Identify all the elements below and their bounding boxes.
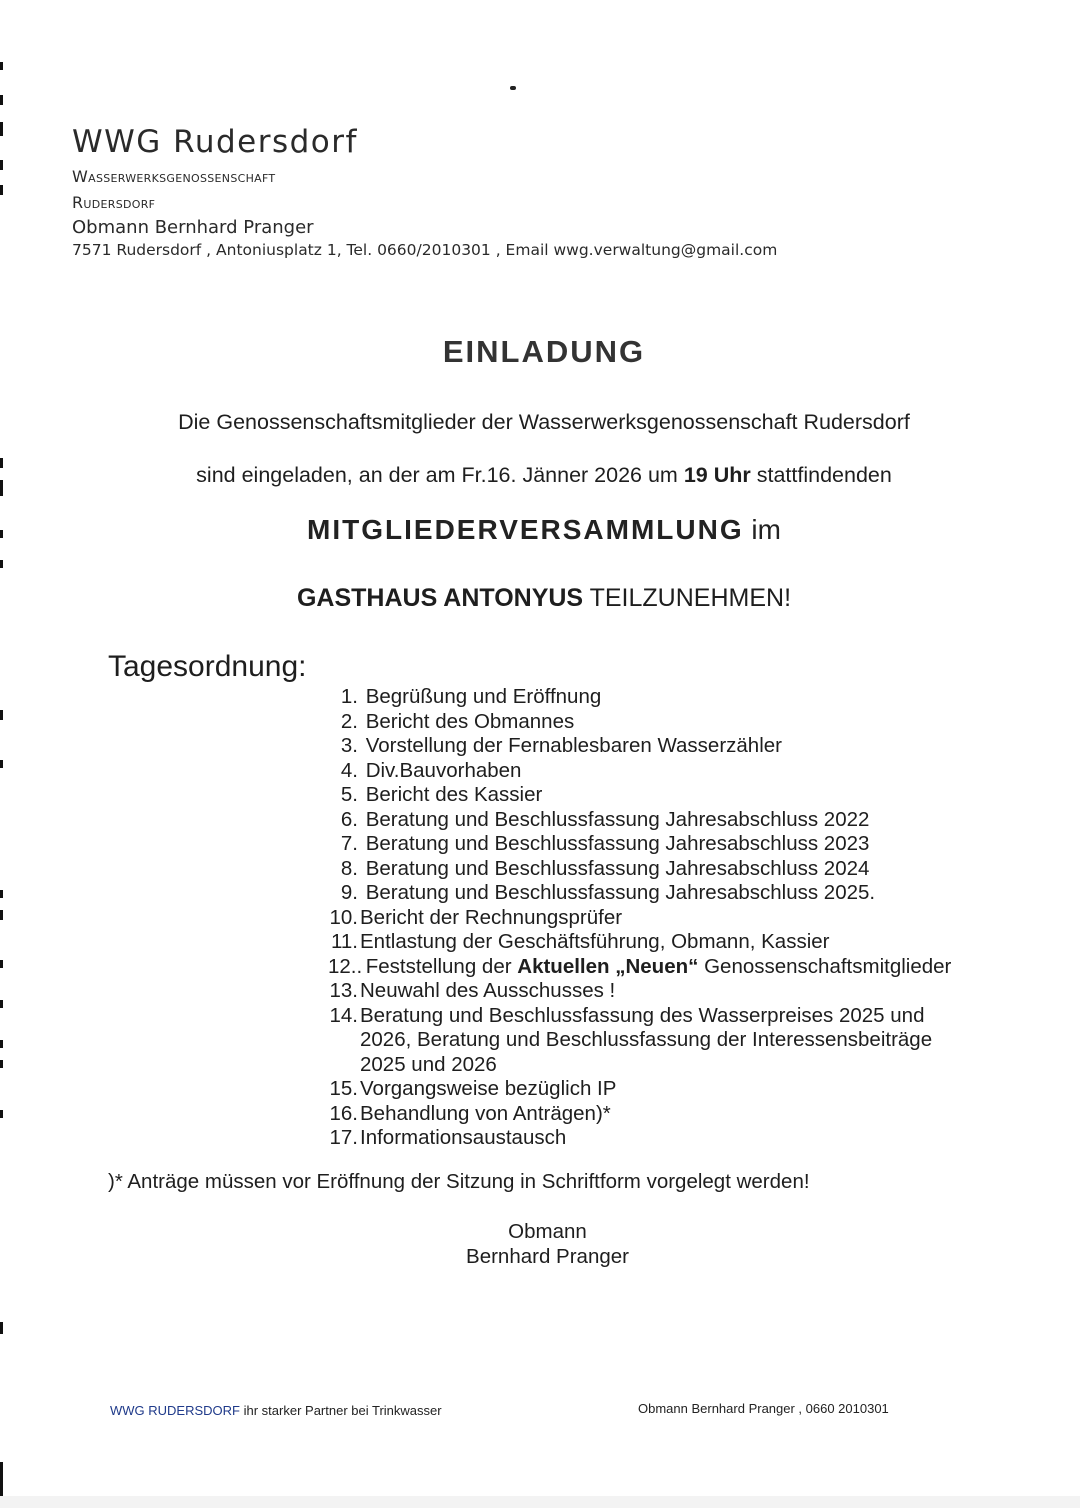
intro-date-text: sind eingeladen, an der am Fr.16. Jänner 2026 um — [196, 463, 678, 487]
footnote: )* Anträge müssen vor Eröffnung der Sitzung in Schriftform vorgelegt werden! — [108, 1170, 810, 1193]
contact-line: 7571 Rudersdorf , Antoniusplatz 1, Tel. 0660/2010301 , Email wwg.verwaltung@gmail.com — [72, 241, 778, 259]
organization-place: Rudersdorf — [72, 193, 156, 212]
list-item: 9. Beratung und Beschlussfassung Jahresabschluss 2025. — [340, 881, 876, 904]
list-item: 2. Bericht des Obmannes — [340, 709, 575, 733]
list-item: 12.. Feststellung der Aktuellen „Neuen“ Genossenschaftsmitglieder — [328, 954, 952, 978]
footer-right: Obmann Bernhard Pranger , 0660 2010301 — [638, 1401, 889, 1416]
list-item: 15. Vorgangsweise bezüglich IP — [329, 1077, 617, 1100]
chairman-line: Obmann Bernhard Pranger — [72, 217, 314, 238]
agenda-list — [328, 685, 1008, 1151]
page-bottom-edge — [0, 1496, 1080, 1508]
venue-name: GASTHAUS ANTONYUS — [296, 584, 584, 612]
signature-role: Obmann — [508, 1220, 587, 1243]
list-item: 5. Bericht des Kassier — [340, 783, 543, 806]
page-title: EINLADUNG — [442, 334, 646, 369]
venue-line — [0, 584, 1080, 613]
organization-full-name: Wasserwerksgenossenschaft — [72, 167, 276, 186]
assembly-line — [0, 514, 1080, 546]
list-item: 10. Bericht der Rechnungsprüfer — [329, 905, 623, 929]
list-item: 4. Div.Bauvorhaben — [340, 758, 522, 782]
list-item: 6. Beratung und Beschlussfassung Jahresabschluss 2022 — [340, 807, 870, 831]
list-item: 7. Beratung und Beschlussfassung Jahresabschluss 2023 — [340, 832, 870, 855]
list-item: 3. Vorstellung der Fernablesbaren Wasserzähler — [340, 734, 782, 757]
list-item: 17. Informationsaustausch — [329, 1126, 567, 1149]
intro-line-2 — [0, 463, 1080, 488]
list-item: 8. Beratung und Beschlussfassung Jahresabschluss 2024 — [340, 856, 870, 880]
agenda-title: Tagesordnung: — [108, 650, 307, 683]
list-item: 16. Behandlung von Anträgen)* — [329, 1101, 611, 1125]
list-item: 14. Beratung und Beschlussfassung des Wasserpreises 2025 und 2026, Beratung und Beschlussfassung der Interessensbeiträge 2025 und 2026 — [329, 1003, 933, 1076]
list-item: 11. Entlastung der Geschäftsführung, Obmann, Kassier — [331, 930, 830, 953]
intro-time: 19 Uhr — [683, 463, 751, 487]
footer-left — [110, 1403, 442, 1418]
footer-brand: WWG RUDERSDORF — [110, 1403, 240, 1418]
organization-name: WWG Rudersdorf — [72, 124, 358, 160]
signature-name: Bernhard Pranger — [466, 1245, 629, 1268]
assembly-suffix: im — [751, 514, 781, 545]
venue-suffix: TEILZUNEHMEN! — [589, 584, 792, 612]
intro-suffix: stattfindenden — [756, 463, 892, 487]
scan-edge — [0, 0, 3, 1508]
footer-slogan: ihr starker Partner bei Trinkwasser — [243, 1403, 442, 1418]
list-item: 13. Neuwahl des Ausschusses ! — [329, 979, 616, 1002]
intro-line-1: Die Genossenschaftsmitglieder der Wasserwerksgenossenschaft Rudersdorf — [178, 410, 910, 434]
assembly-title: MITGLIEDERVERSAMMLUNG — [307, 514, 744, 545]
list-item: 1. Begrüßung und Eröffnung — [340, 685, 602, 708]
scan-speck — [510, 86, 516, 90]
